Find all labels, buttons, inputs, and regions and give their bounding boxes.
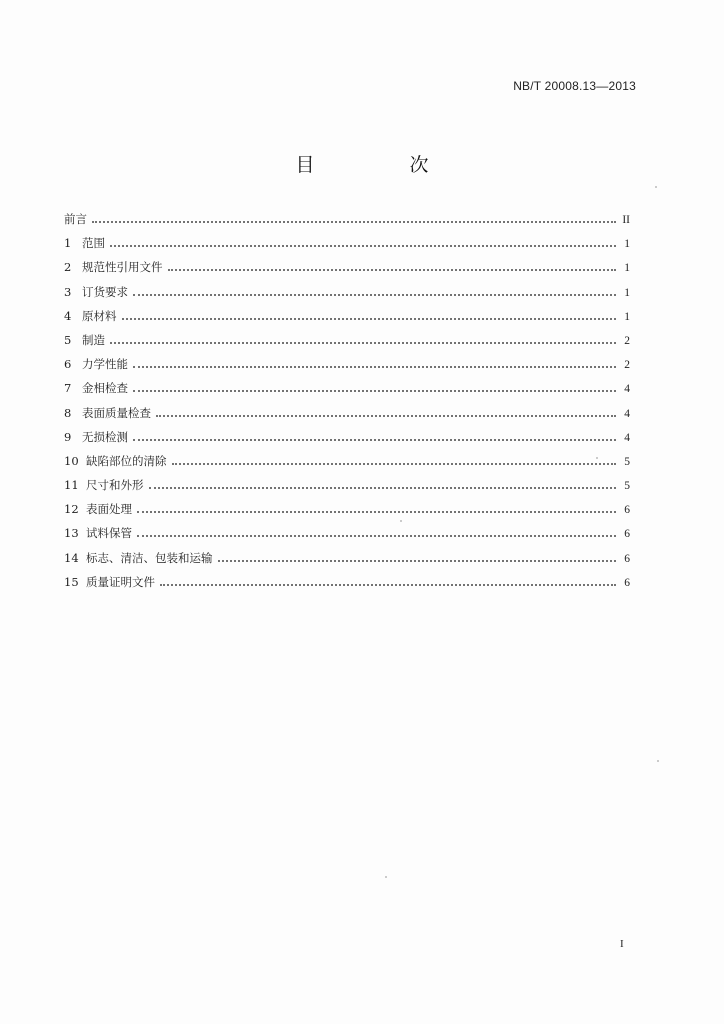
toc-entry-page: 4 xyxy=(624,407,630,420)
toc-entry-number: 4 xyxy=(64,308,72,323)
page-title: 目 次 xyxy=(295,154,467,176)
toc-entry-page: 1 xyxy=(624,286,630,299)
toc-entry-page: 2 xyxy=(624,359,630,372)
toc-entry-13[interactable] xyxy=(64,523,630,547)
toc-entry-label: 原材料 xyxy=(82,308,117,323)
toc-leader-dots xyxy=(160,572,616,586)
page-number: I xyxy=(620,938,624,950)
toc-entry-number: 1 xyxy=(64,236,72,251)
toc-entry-label: 质量证明文件 xyxy=(86,574,155,589)
toc-leader-dots xyxy=(137,499,616,513)
toc-leader-dots xyxy=(133,427,616,441)
scan-speck xyxy=(596,457,598,459)
toc-entry-label: 制造 xyxy=(82,332,105,347)
toc-entry-number: 14 xyxy=(64,550,79,565)
toc-leader-dots xyxy=(137,523,616,537)
toc-entry-14[interactable] xyxy=(64,548,630,572)
toc-leader-dots xyxy=(133,282,616,296)
toc-entry-number: 2 xyxy=(64,260,72,275)
toc-entry-number: 5 xyxy=(64,332,72,347)
toc-leader-dots xyxy=(122,306,617,320)
toc-entry-number: 3 xyxy=(64,284,72,299)
toc-leader-dots xyxy=(133,378,616,392)
toc-entry-page: 6 xyxy=(624,504,630,517)
toc-entry-label: 缺陷部位的清除 xyxy=(86,453,167,468)
toc-leader-dots xyxy=(110,233,616,247)
toc-entry-4[interactable] xyxy=(64,306,630,330)
toc-entry-7[interactable] xyxy=(64,378,630,402)
toc-entry-page: 5 xyxy=(624,480,630,493)
toc-entry-number: 8 xyxy=(64,405,72,420)
toc-entry-number: 13 xyxy=(64,526,79,541)
toc-leader-dots xyxy=(218,548,617,562)
toc-leader-dots xyxy=(92,209,616,223)
scan-speck xyxy=(655,186,657,188)
toc-entry-page: 1 xyxy=(624,262,630,275)
toc-entry-number: 10 xyxy=(64,453,79,468)
toc-entry-page: 6 xyxy=(624,528,630,541)
toc-entry-label: 无损检测 xyxy=(82,429,128,444)
toc-entry-page: 6 xyxy=(624,552,630,565)
toc-entry-page: 5 xyxy=(624,455,630,468)
toc-entry-page: 1 xyxy=(624,238,630,251)
toc-entry-number: 7 xyxy=(64,381,72,396)
toc-entry-label: 表面处理 xyxy=(86,502,132,517)
toc-entry-8[interactable] xyxy=(64,403,630,427)
toc-leader-dots xyxy=(110,330,616,344)
toc-leader-dots xyxy=(156,403,616,417)
toc-leader-dots xyxy=(149,475,617,489)
toc-entry-2[interactable] xyxy=(64,257,630,281)
toc-entry-label: 试料保管 xyxy=(86,526,132,541)
toc-entry-label: 标志、清洁、包装和运输 xyxy=(86,550,213,565)
toc-entry-label: 金相检查 xyxy=(82,381,128,396)
toc-entry-label: 前言 xyxy=(64,212,87,226)
toc-entry-15[interactable] xyxy=(64,572,630,596)
toc-entry-label: 表面质量检查 xyxy=(82,405,151,420)
toc-entry-9[interactable] xyxy=(64,427,630,451)
toc-entry-number: 9 xyxy=(64,429,72,444)
toc-entry-page: 2 xyxy=(624,334,630,347)
toc-leader-dots xyxy=(133,354,616,368)
toc-entry-number: 15 xyxy=(64,574,79,589)
standard-code: NB/T 20008.13—2013 xyxy=(513,79,636,93)
scan-speck xyxy=(385,876,387,878)
toc-entry-number: 6 xyxy=(64,357,72,372)
toc-entry-label: 范围 xyxy=(82,236,105,251)
toc-entry-label: 订货要求 xyxy=(82,284,128,299)
toc-entry-number: 11 xyxy=(64,478,79,493)
scan-speck xyxy=(657,760,659,762)
toc-entry-number: 12 xyxy=(64,502,79,517)
toc-entry-page: 6 xyxy=(624,576,630,589)
toc-entry-label: 规范性引用文件 xyxy=(82,260,163,275)
toc-entry-page: II xyxy=(622,214,630,226)
toc-entry-6[interactable] xyxy=(64,354,630,378)
toc-entry-1[interactable] xyxy=(64,233,630,257)
toc-entry-11[interactable] xyxy=(64,475,630,499)
scan-speck xyxy=(400,520,402,522)
toc-entry-3[interactable] xyxy=(64,282,630,306)
table-of-contents xyxy=(64,209,630,596)
toc-entry-label: 尺寸和外形 xyxy=(86,478,144,493)
toc-entry-page: 1 xyxy=(624,310,630,323)
toc-entry-12[interactable] xyxy=(64,499,630,523)
toc-entry-foreword[interactable] xyxy=(64,209,630,233)
toc-entry-5[interactable] xyxy=(64,330,630,354)
toc-entry-page: 4 xyxy=(624,431,630,444)
toc-entry-10[interactable] xyxy=(64,451,630,475)
toc-entry-label: 力学性能 xyxy=(82,357,128,372)
toc-leader-dots xyxy=(172,451,617,465)
toc-leader-dots xyxy=(168,257,617,271)
toc-entry-page: 4 xyxy=(624,383,630,396)
